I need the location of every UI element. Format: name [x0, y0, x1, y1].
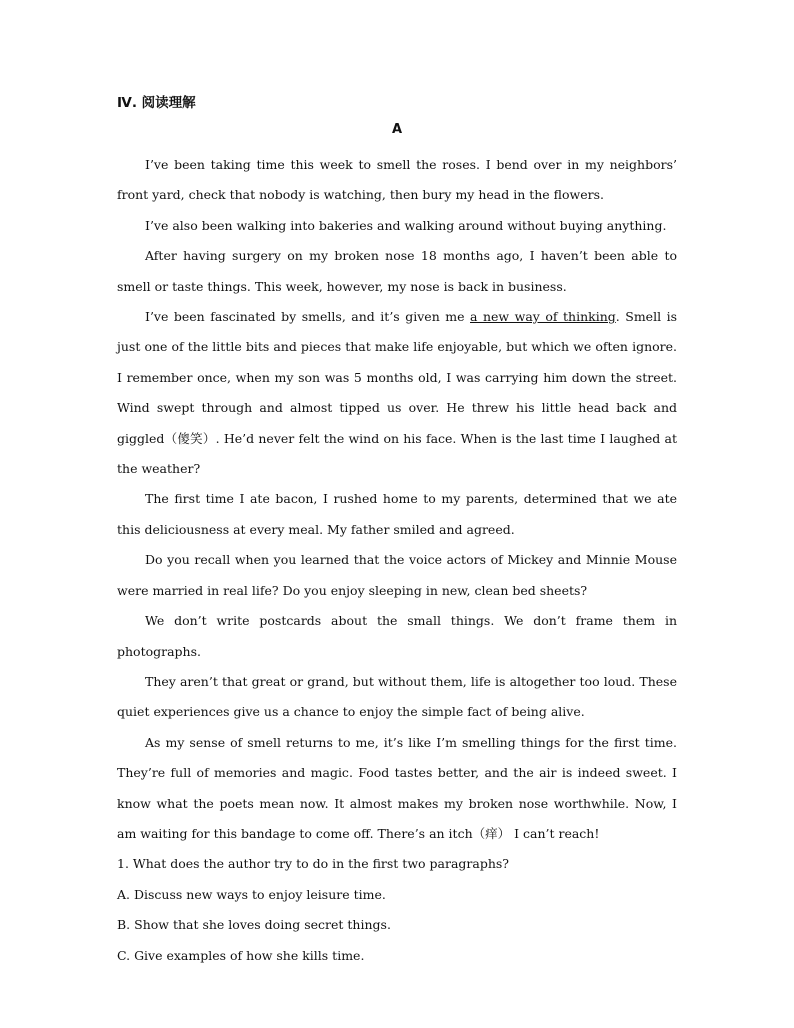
paragraph-4-text-before: I’ve been fascinated by smells, and it’s given me	[145, 309, 471, 325]
section-title: Ⅳ. 阅读理解	[117, 95, 196, 111]
option-c: C. Give examples of how she kills time.	[117, 947, 365, 963]
passage-label: A	[391, 122, 403, 137]
paragraph-3: After having surgery on my broken nose 18 months ago, I haven’t been able to smell or taste things. This week, however, my nose is back in business.	[117, 248, 677, 294]
paragraph-4-text-after: . Smell is just one of the little bits and pieces that make life enjoyable, but which we often ignore. I remember once, when my son was 5 months old, I was carrying him down the street. Wind swept through and almost tipped us over. He threw his little head back and giggled（傻笑）. He’d never felt the wind on his face. When is the last time I laughed at the weather?	[117, 309, 677, 477]
paragraph-2: I’ve also been walking into bakeries and walking around without buying anything.	[145, 217, 667, 233]
paragraph-1: I’ve been taking time this week to smell the roses. I bend over in my neighbors’ front yard, check that nobody is watching, then bury my head in the flowers.	[117, 157, 677, 203]
paragraph-5: The first time I ate bacon, I rushed home to my parents, determined that we ate this deliciousness at every meal. My father smiled and agreed.	[117, 491, 677, 537]
question-stem: 1. What does the author try to do in the first two paragraphs?	[117, 856, 510, 872]
paragraph-7: We don’t write postcards about the small things. We don’t frame them in photographs.	[117, 613, 677, 659]
paragraph-8: They aren’t that great or grand, but without them, life is altogether too loud. These quiet experiences give us a chance to enjoy the simple fact of being alive.	[117, 673, 677, 720]
paragraph-4	[117, 302, 677, 484]
underlined-phrase: a new way of thinking	[470, 309, 616, 325]
paragraph-9: As my sense of smell returns to me, it’s like I’m smelling things for the first time. They’re full of memories and magic. Food tastes better, and the air is indeed sweet. I know what the poets mean now. It almost makes my broken nose worthwhile. Now, I am waiting for this bandage to come off. There’s an itch（痒） I can’t reach!	[117, 734, 677, 841]
paragraph-6: Do you recall when you learned that the voice actors of Mickey and Minnie Mouse were married in real life? Do you enjoy sleeping in new, clean bed sheets?	[117, 552, 677, 598]
option-a: A. Discuss new ways to enjoy leisure time.	[117, 886, 386, 902]
option-b: B. Show that she loves doing secret things.	[117, 917, 391, 933]
passage-body	[117, 150, 677, 971]
